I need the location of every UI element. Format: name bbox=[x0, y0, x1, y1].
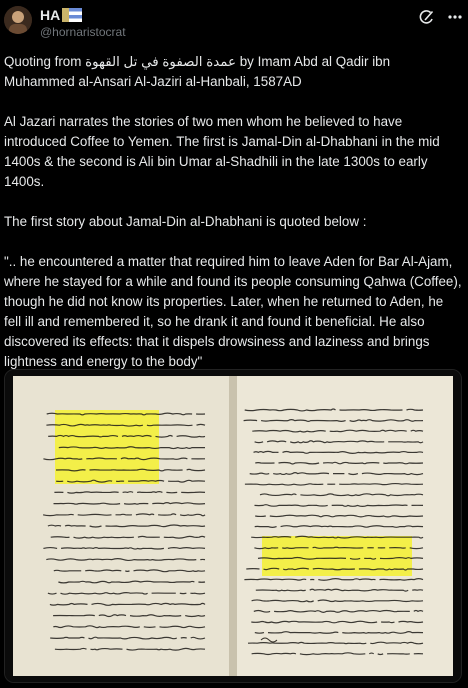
post-header bbox=[0, 0, 468, 44]
avatar[interactable] bbox=[4, 6, 32, 34]
post-paragraph: ".. he encountered a matter that required him to leave Aden for Bar Al-Ajam, where he stayed for a while and found its people consuming Qahwa (Coffee), though he did not know its properties. Later, when he returned to Aden, he fell ill and remembered it, so he drank it and found it beneficial. He also discovered its effects: that it dispels drowsiness and laziness and brings lightness and energy to the body" bbox=[4, 254, 462, 369]
author-name[interactable]: HA bbox=[40, 7, 82, 25]
more-options-icon[interactable] bbox=[446, 8, 464, 26]
author-handle[interactable]: @hornaristocrat bbox=[40, 25, 126, 39]
post-text bbox=[4, 52, 462, 372]
manuscript-photo bbox=[5, 370, 461, 682]
post-paragraph: Quoting from عمدة الصفوة في تل القهوة by Imam Abd al Qadir ibn Muhammed al-Ansari Al-Jaziri al-Hanbali, 1587AD bbox=[4, 54, 391, 89]
post-paragraph: Al Jazari narrates the stories of two men whom he believed to have introduced Coffee to Yemen. The first is Jamal-Din al-Dhabhani in the mid 1400s & the second is Ali bin Umar al-Shadhili in the late 1300s to early 1400s. bbox=[4, 114, 440, 189]
manuscript-image[interactable] bbox=[4, 369, 462, 683]
grok-icon[interactable] bbox=[418, 8, 436, 26]
book-spine bbox=[229, 376, 237, 676]
flag-icon bbox=[62, 8, 82, 25]
post-paragraph: The first story about Jamal-Din al-Dhabhani is quoted below : bbox=[4, 214, 367, 229]
